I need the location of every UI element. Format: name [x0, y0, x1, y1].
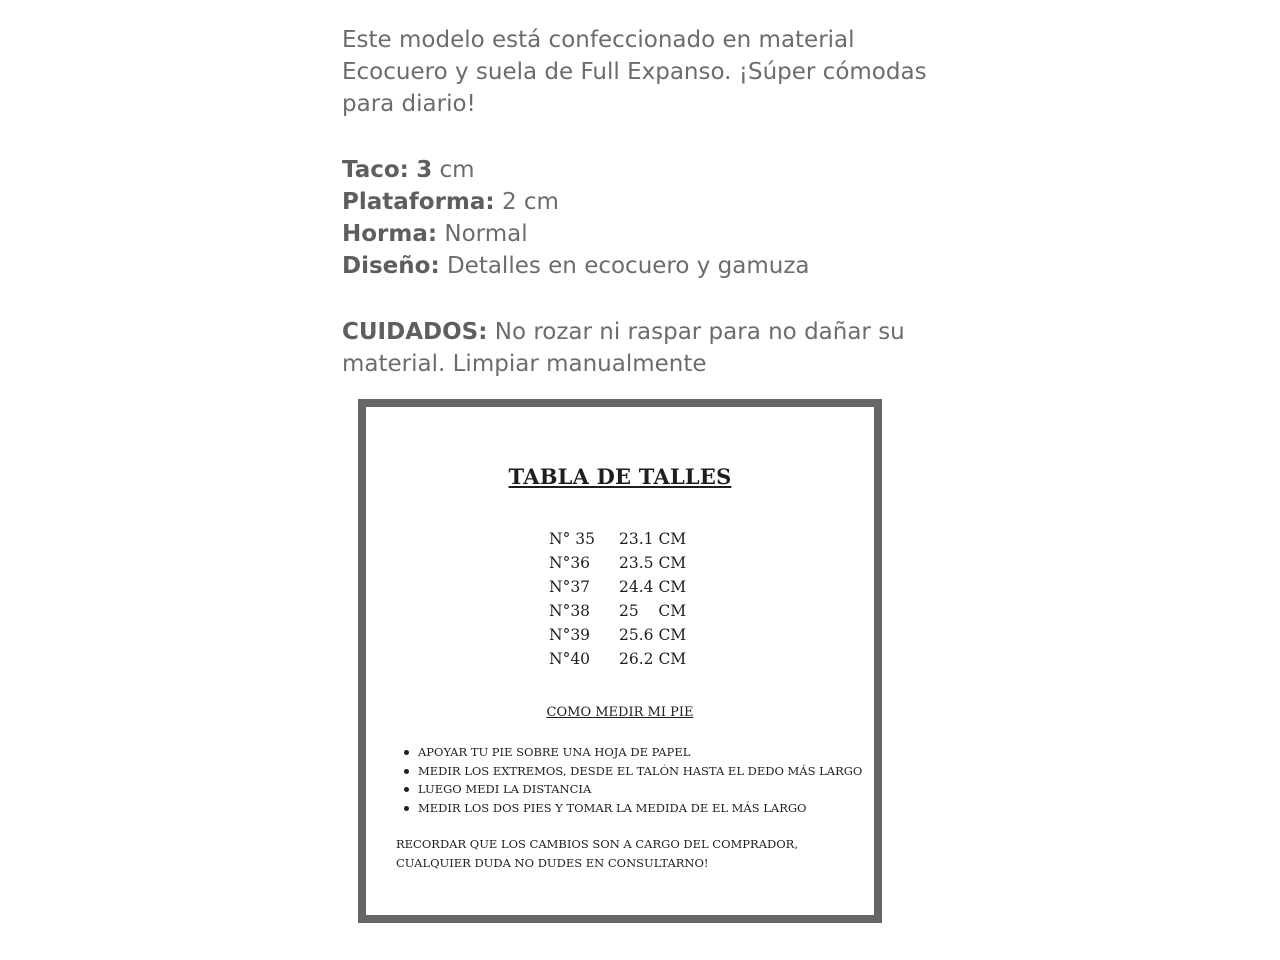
size-length: 25.6 CM [619, 626, 687, 644]
size-length: 24.4 CM [619, 578, 687, 596]
size-row [549, 575, 699, 599]
list-item: MEDIR LOS EXTREMOS, DESDE EL TALÓN HASTA EL DEDO MÁS LARGO [404, 762, 862, 781]
measure-heading: COMO MEDIR MI PIE [546, 705, 694, 720]
size-number: N°39 [549, 626, 591, 644]
care-text: No rozar ni raspar para no dañar su material. Limpiar manualmente [342, 319, 905, 377]
description-intro: Este modelo está confeccionado en material Ecocuero y suela de Full Expanso. ¡Súper cómodas para diario! [342, 27, 927, 117]
spec-heel [342, 154, 962, 186]
care-instructions [342, 316, 962, 380]
size-row [549, 527, 699, 551]
size-length: 26.2 CM [619, 650, 687, 668]
size-row [549, 623, 699, 647]
size-length: 23.5 CM [619, 554, 687, 572]
spec-last-label: Horma: [342, 221, 438, 247]
spec-design-label: Diseño: [342, 253, 440, 279]
size-row [549, 647, 699, 671]
size-row [549, 551, 699, 575]
size-number: N°40 [549, 650, 591, 668]
spec-heel-unit: cm [439, 157, 475, 183]
spec-design [342, 250, 962, 282]
size-number: N°38 [549, 602, 591, 620]
size-number: N°37 [549, 578, 591, 596]
spec-heel-label: Taco: [342, 157, 409, 183]
spec-platform-value: 2 cm [501, 189, 559, 215]
product-description [342, 24, 962, 380]
spec-platform [342, 186, 962, 218]
size-length: 23.1 CM [619, 530, 687, 548]
size-number: N° 35 [549, 530, 595, 548]
spec-last-value: Normal [444, 221, 528, 247]
spec-heel-number: 3 [416, 157, 433, 183]
list-item: MEDIR LOS DOS PIES Y TOMAR LA MEDIDA DE EL MÁS LARGO [404, 799, 862, 818]
measure-steps-list [404, 743, 862, 817]
exchange-note: RECORDAR QUE LOS CAMBIOS SON A CARGO DEL COMPRADOR, CUALQUIER DUDA NO DUDES EN CONSULTARNO! [396, 837, 798, 870]
spec-design-value: Detalles en ecocuero y gamuza [446, 253, 810, 279]
spec-platform-label: Plataforma: [342, 189, 495, 215]
size-chart-card [358, 399, 882, 923]
size-length: 25 CM [619, 602, 687, 620]
size-table [549, 527, 699, 671]
care-label: CUIDADOS: [342, 319, 488, 345]
spec-last [342, 218, 962, 250]
size-row [549, 599, 699, 623]
list-item: LUEGO MEDI LA DISTANCIA [404, 780, 862, 799]
size-number: N°36 [549, 554, 591, 572]
size-chart-title: TABLA DE TALLES [508, 464, 732, 489]
list-item: APOYAR TU PIE SOBRE UNA HOJA DE PAPEL [404, 743, 862, 762]
